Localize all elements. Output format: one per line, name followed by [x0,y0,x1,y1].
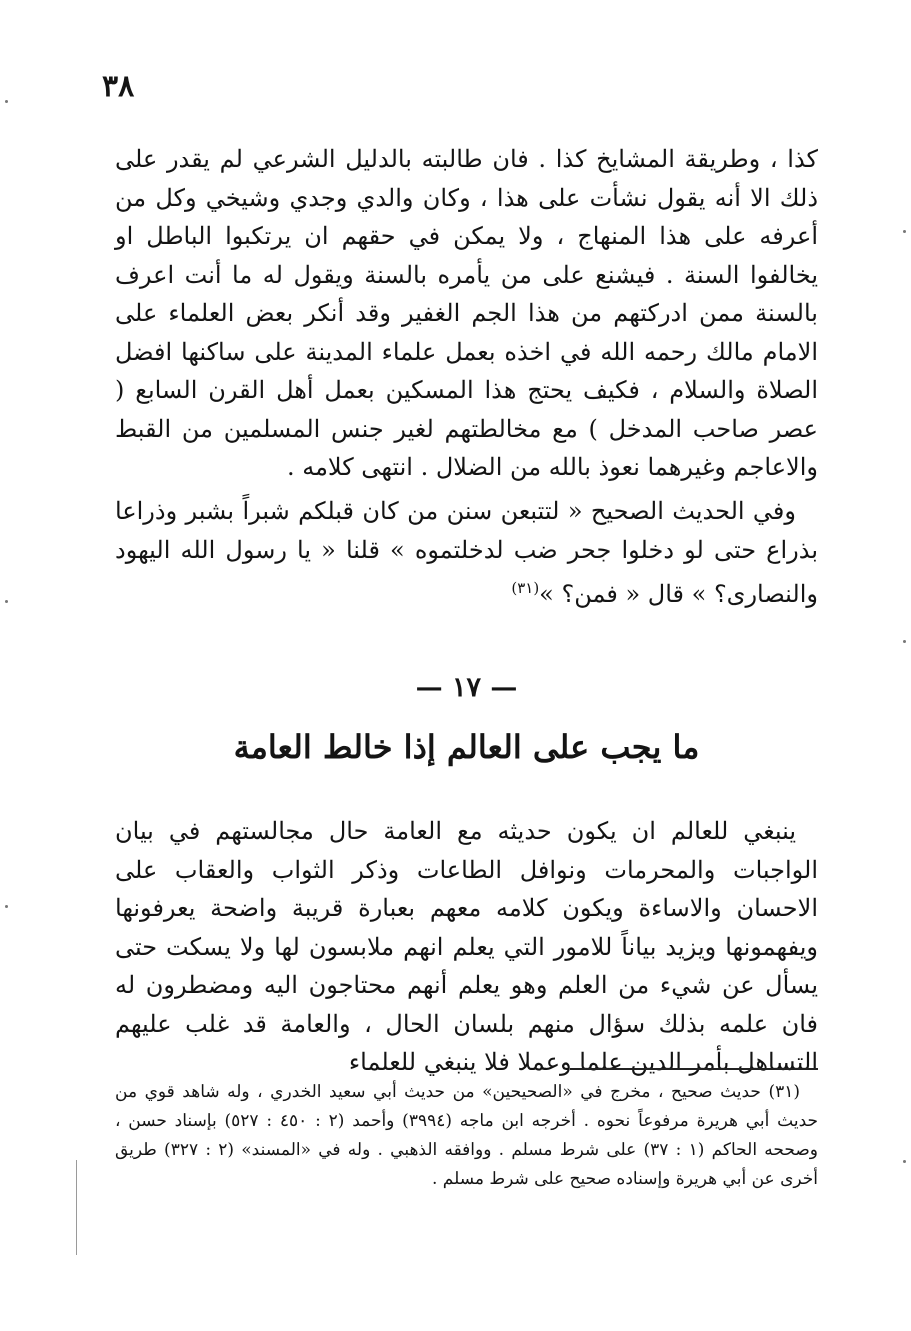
paragraph-text: ينبغي للعالم ان يكون حديثه مع العامة حال مجالستهم في بيان الواجبات والمحرمات ونوافل الطاعات وذكر الثواب والعقاب على الاحسان والاساءة ويكون كلامه معهم بعبارة قريبة واضحة يعرفونها ويفهمونها ويزيد بياناً للامور التي يعلم انهم ملابسون لها ولا يسكت حتى يسأل عن شيء من العلم وهو يعلم أنهم محتاجون اليه ومضطرون له فان علمه بذلك سؤال منهم بلسان الحال ، والعامة قد غلب عليهم التساهل بأمر الدين علما وعملا فلا ينبغي للعلماء [115,817,818,1076]
scan-speck [903,230,906,233]
paragraph-text: وفي الحديث الصحيح « لتتبعن سنن من كان قبلكم شبراً بشبر وذراعا بذراع حتى لو دخلوا جحر ضب لدخلتموه » قلنا « يا رسول الله اليهود والنصارى؟ » قال « فمن؟ » [115,497,818,608]
section-title: ما يجب على العالم إذا خالط العامة [233,728,700,766]
section-number: — ١٧ — [415,672,518,703]
paragraph-quote-end [115,140,818,487]
scan-speck [5,600,8,603]
footnote [115,1078,818,1194]
scan-speck [903,1160,906,1163]
page-number: ٣٨ [102,69,135,104]
scan-margin-line [76,1160,77,1255]
paragraph-hadith-body [115,492,818,614]
footnote-text: (٣١) حديث صحيح ، مخرج في «الصحيحين» من حديث أبي سعيد الخدري ، وله شاهد قوي من حديث أبي هريرة مرفوعاً نحوه . أخرجه ابن ماجه (٣٩٩٤) وأحمد (٢ : ٤٥٠ : ٥٢٧) بإسناد حسن ، وصححه الحاكم (١ : ٣٧) على شرط مسلم . ووافقه الذهبي . وله في «المسند» (٢ : ٣٢٧) طريق أخرى عن أبي هريرة وإسناده صحيح على شرط مسلم . [115,1082,819,1189]
paragraph-section-body [115,812,818,1082]
footnote-divider [570,1068,818,1070]
paragraph-text: كذا ، وطريقة المشايخ كذا . فان طالبته بالدليل الشرعي لم يقدر على ذلك الا أنه يقول نشأت على هذا ، وكان والدي وجدي وشيخي وكل من أعرفه على هذا المنهاج ، ولا يمكن في حقهم ان يرتكبوا الباطل او يخالفوا السنة . فيشنع على من يأمره بالسنة ويقول له ما أنت اعرف بالسنة ممن ادركتهم من هذا الجم الغفير وقد أنكر بعض العلماء على الامام مالك رحمه الله في اخذه بعمل علماء المدينة على ساكنها افضل الصلاة والسلام ، فكيف يحتج هذا المسكين بعمل أهل القرن السابع ( عصر صاحب المدخل ) مع مخالطتهم لغير جنس المسلمين من القبط والاعاجم وغيرهما نعوذ بالله من الضلال . انتهى كلامه . [115,145,819,481]
scan-speck [5,905,8,908]
scan-speck [903,640,906,643]
footnote-reference: (٣١) [511,579,540,597]
paragraph-hadith [115,492,818,614]
scan-speck [5,100,8,103]
